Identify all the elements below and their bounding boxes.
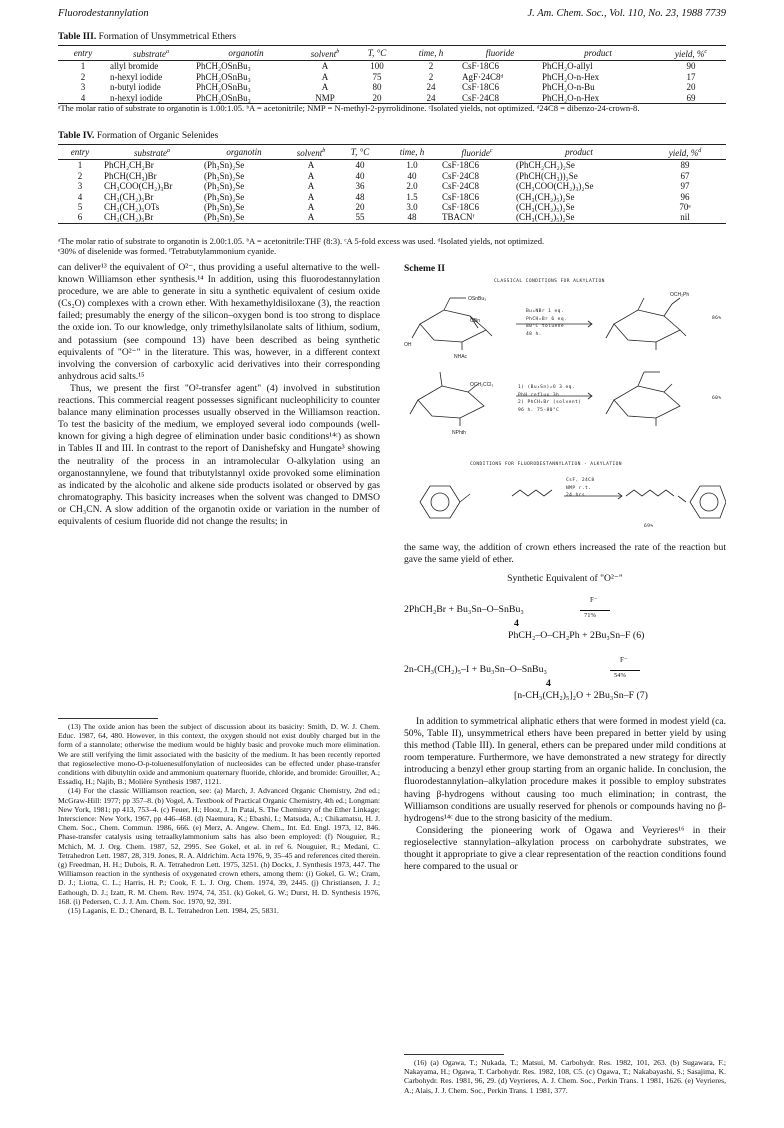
table-cell: 90	[686, 61, 696, 72]
table3-col-header	[540, 46, 656, 61]
table4-note-line1: ᵃThe molar ratio of substrate to organotin is 2.00:1.05. ᵇA = acetonitrile:THF (8:3). ᶜA 5-fold excess was used. ᵈIsolated yields, not optimized.	[58, 236, 545, 246]
table-cell: 69	[656, 93, 726, 104]
table4-col-footnote-mark: b	[322, 148, 326, 154]
footnote-16: (16) (a) Ogawa, T.; Nukada, T.; Matsui, M. Carbohydr. Res. 1982, 101, 263. (b) Sugawara, F.; Nakayama, H.; Ogawa, T. Carbohydr. Res. 1982, 108, C5. (c) Ogawa, T.; Nakabayashi, S.; Sasajima, K. Carbohydr. Res. 1981, 96, 29. (d) Veyrieres, A. J. Chem. Soc., Perkin Trans. 1 1981, 1626. (e) Veyrieres, A.; Alais, J. J. Chem. Soc., Perkin Trans. 1 1981, 377.	[404, 1058, 726, 1095]
table-cell: 70ᵉ	[679, 202, 691, 213]
table-row	[58, 202, 726, 212]
table-cell: A	[321, 82, 329, 93]
journal-page	[58, 0, 726, 1128]
table-cell: 3	[80, 82, 86, 93]
table-cell: TBACNᶠ	[440, 212, 514, 223]
sugar-ring-2	[418, 386, 484, 418]
header-right: J. Am. Chem. Soc., Vol. 110, No. 23, 1988 7739	[527, 8, 726, 19]
table-cell: (Ph₃Sn)₂Se	[204, 202, 245, 213]
table-cell: 96	[680, 191, 690, 202]
table3-caption-label: Table III.	[58, 32, 97, 42]
table-cell: A	[321, 61, 329, 72]
table4-col-footnote-mark: c	[489, 148, 493, 154]
table-row	[58, 171, 726, 181]
table-row	[58, 160, 726, 171]
table4-note	[58, 236, 726, 256]
r1-cond-2: PhCH₂Br 6 eq.	[526, 316, 568, 322]
group-label-och2ph: OCH₂Ph	[670, 292, 690, 298]
table-cell: 3.0	[406, 202, 418, 213]
table3-note: ᵃThe molar ratio of substrate to organotin is 1.00:1.05. ᵇA = acetonitrile; NMP = N-methyl-2-pyrrolidinone. ᶜIsolated yields, not optimized. ᵈ24C8 = dibenzo-24-crown-8.	[58, 103, 640, 113]
table3-col-header	[352, 46, 402, 61]
table-cell: CsF·24C8	[442, 181, 480, 192]
table4-col-header	[644, 145, 726, 160]
table-cell: 5	[77, 202, 83, 213]
header-left: Fluorodestannylation	[58, 8, 149, 19]
eq7-compound-number: 4	[546, 678, 551, 689]
table-cell: n-hexyl iodide	[108, 93, 194, 104]
eq7-reagent: F⁻	[620, 656, 628, 664]
table-cell: PhCH₂OSnBu₃	[196, 82, 251, 93]
table-row	[58, 212, 726, 223]
sugar-ring-2-product	[614, 386, 680, 418]
table-cell: 2	[428, 71, 434, 82]
running-header	[58, 8, 726, 19]
right-para-3: Considering the pioneering work of Ogawa and Veyrieres¹⁶ in their regioselective stannylation–alkylation process on carbohydrate substrates, we thought it appropriate to give a clear representation of the reaction conditions found here compared to the usual or	[404, 824, 726, 873]
benzene-ring-1	[420, 486, 460, 518]
table4-col-header-text: fluoride	[461, 148, 490, 158]
scheme-label-fluoro: CONDITIONS FOR FLUORODESTANNYLATION - ALKYLATION	[470, 462, 622, 467]
table-row	[58, 93, 726, 104]
table4-col-header	[440, 145, 514, 160]
r1-cond-1: Bu₄NBr 1 eq.	[526, 309, 564, 314]
table-cell: NMP	[298, 93, 352, 104]
r2-cond-2: PhH reflux 3h	[518, 392, 560, 398]
table-cell: PhCH₂O-allyl	[542, 61, 593, 72]
table-cell: (Ph₃Sn)₂Se	[202, 212, 286, 223]
r2-cond-4: 96 h. 75-80°C	[518, 407, 560, 413]
table-cell: 2	[428, 61, 434, 72]
table-cell: A	[307, 181, 315, 192]
table3-col-header	[58, 46, 108, 61]
table4-col-header	[58, 145, 102, 160]
table-cell: 3	[77, 181, 83, 192]
r1-cond-4: 48 h.	[526, 331, 542, 337]
table-cell: PhCH₂O-n-Hex	[542, 71, 600, 82]
table-cell: (CH₃(CH₂)₅)₂Se	[516, 191, 575, 202]
table4-caption-text: Formation of Organic Selenides	[96, 131, 219, 141]
table-cell: CsF·18C6	[442, 202, 480, 213]
synthetic-equivalent-title: Synthetic Equivalent of "O²⁻"	[507, 573, 623, 584]
table-cell: 36	[355, 181, 365, 192]
table-cell: allyl bromide	[110, 61, 159, 72]
table-cell: 2	[77, 170, 83, 181]
table-cell: A	[307, 202, 315, 213]
group-label-osnbu3: OSnBu₃	[468, 296, 487, 302]
table3-col-header	[298, 46, 352, 61]
table4-col-header	[384, 145, 440, 160]
r3-cond-3: 24 hrs	[566, 493, 585, 498]
table-cell: 40	[355, 160, 365, 171]
table3-col-header	[194, 46, 298, 61]
table-cell: A	[307, 170, 315, 181]
table-cell: (CH₃COO(CH₂)₃)₂Se	[516, 181, 594, 192]
table-cell: 48	[355, 191, 365, 202]
left-para-1: can deliver¹³ the equivalent of O²⁻, thus providing a useful alternative to the well-known Williamson ether synthesis.¹⁴ In addition, using this fluorodestannylation procedure, we are able to generate in situ a synthetic equivalent of cesium oxide (Cs₂O) complexes with a crown ether. With hexamethyldisiloxane (3), the reaction failed; presumably the energy of the silicon–oxygen bond is too strong to displace the oxide ion. To our knowledge, only trimethylsilanolate salts of lithium, sodium, and potassium (see compound 13) have been described as being synthetic equivalents of "O²⁻" in the literature. This was, however, in a different context involving the conversion of carboxylic acid derivatives into their corresponding anhydrous acid salts.¹⁵	[58, 262, 380, 382]
r1-cond-3: 80°C toluene	[526, 324, 564, 329]
table-cell: nil	[644, 212, 726, 223]
table-cell: 80	[372, 82, 382, 93]
table-cell: (Ph₃Sn)₂Se	[204, 160, 245, 171]
table3-col-header	[402, 46, 460, 61]
eq7-yield: 54%	[614, 672, 626, 679]
table3-col-header-text: substrate	[132, 49, 166, 59]
table4-col-header-text: entry	[70, 147, 90, 157]
table-row	[58, 82, 726, 92]
table-cell: CsF·18C6	[462, 82, 500, 93]
r2-cond-3: 2) PhCH₂Br (solvent)	[518, 400, 582, 405]
group-label-och2ccl3: OCH₂CCl₃	[470, 382, 494, 388]
table-cell: A	[321, 71, 329, 82]
table-cell: CsF·18C6	[462, 61, 500, 72]
table-cell: (Ph₃Sn)₂Se	[204, 191, 245, 202]
table3-col-footnote-mark: b	[336, 49, 340, 55]
table3-col-header-text: fluoride	[485, 48, 515, 58]
table-cell: 17	[686, 71, 696, 82]
table-cell: 67	[680, 170, 690, 181]
table-row	[58, 72, 726, 82]
table-cell: n-hexyl iodide	[110, 71, 163, 82]
table-cell: PhCH₂O-n-Hex	[540, 93, 656, 104]
table-cell: 2.0	[406, 181, 418, 192]
r3-cond-2: NMP r.t.	[566, 485, 592, 491]
table4-col-footnote-mark: a	[167, 148, 170, 154]
table4-note-line2: ᵉ30% of diselenide was formed. ᶠTetrabutylammonium cyanide.	[58, 246, 277, 256]
eq6-right: PhCH₂–O–CH₂Ph + 2Bu₃Sn–F (6)	[508, 630, 645, 641]
scheme-r2-yield: 60%	[712, 396, 722, 401]
table-cell: 1	[80, 61, 86, 72]
table4-col-header	[286, 145, 336, 160]
table-cell: CH₃(CH₂)₅Br	[102, 212, 202, 223]
eq6-reagent: F⁻	[590, 596, 598, 604]
table4-col-header-text: time, h	[399, 147, 425, 157]
group-label-nhac: NHAc	[454, 354, 468, 360]
table-cell: A	[286, 212, 336, 223]
table-cell: CsF·24C8	[460, 93, 540, 104]
table3	[58, 45, 726, 104]
scheme-r1-yield: 86%	[712, 316, 722, 321]
table-cell: 40	[355, 170, 365, 181]
table4-col-header-text: product	[565, 147, 593, 157]
table-cell: n-butyl iodide	[110, 82, 161, 93]
table-cell: A	[307, 191, 315, 202]
footnote-13: (13) The oxide anion has been the subject of discussion about its basicity: Smith, D. W. J. Chem. Educ. 1987, 64, 480. However, in this context, the oxygen should not exist doubly charged but in the form of a stannolate; otherwise the medium would be highly basic and provoke much more elimination. We are still verifying the limit associated with the basicity of the medium. It has been recently reported that regioselective mono-O-p-toluenesulfonylation of nucleosides can be effected under phase-transfer conditions with dibutyltin oxide and ammonium quaternary fluoride, chloride, and bromide: Grouiller, A.; Essadiq, H.; Najib, B.; Molière Synthesis 1987, 1121.	[58, 722, 380, 787]
table4-col-header-text: organotin	[226, 147, 262, 157]
table4-col-header-text: T, °C	[350, 147, 370, 157]
table4-col-header-text: substrate	[133, 148, 167, 158]
table-cell: 2	[80, 71, 86, 82]
table-cell: (PhCH(CH₃))₂Se	[516, 170, 578, 181]
table-cell: AgF·24C8ᵈ	[462, 71, 504, 82]
table3-col-footnote-mark: c	[704, 49, 708, 55]
left-column-text	[58, 262, 380, 528]
table-cell: 20	[686, 82, 696, 93]
eq6-compound-number: 4	[514, 618, 519, 629]
table-cell: 97	[680, 181, 690, 192]
table-cell: 75	[372, 71, 382, 82]
table4	[58, 144, 726, 224]
table-cell: 1	[77, 160, 83, 171]
table-cell: 20	[352, 93, 402, 104]
eq7-left: 2n-CH₃(CH₂)₅–I + Bu₃Sn–O–SnBu₃	[404, 664, 547, 675]
r2-cond-1: 1) (Bu₃Sn)₂O 3 eq.	[518, 385, 575, 390]
scheme-r3-yield: 69%	[644, 524, 654, 529]
table-cell: (CH₃(CH₂)₅)₂Se	[514, 212, 644, 223]
benzene-ring-2	[690, 486, 726, 518]
table-cell: CH₃COO(CH₂)₃Br	[104, 181, 173, 192]
table3-caption	[58, 32, 236, 42]
table3-col-header-text: product	[584, 48, 612, 58]
table-cell: PhCH₂OSnBu₃	[194, 93, 298, 104]
table-cell: PhCH₂OSnBu₃	[196, 71, 251, 82]
table-cell: 24	[402, 93, 460, 104]
table4-col-header	[336, 145, 384, 160]
eq6-yield: 71%	[584, 612, 596, 619]
eq7-right: [n-CH₃(CH₂)₅]₂O + 2Bu₃Sn–F (7)	[514, 690, 648, 701]
table3-caption-text: Formation of Unsymmetrical Ethers	[98, 32, 237, 42]
footnote-rule-left	[58, 718, 158, 719]
table-cell: PhCH₂CH₂Br	[104, 160, 154, 171]
table4-caption-label: Table IV.	[58, 131, 95, 141]
sugar-ring-1-product	[614, 310, 680, 342]
table-row	[58, 181, 726, 191]
table-row	[58, 61, 726, 72]
table4-col-header	[514, 145, 644, 160]
r3-cond-1: CsF, 24C8	[566, 478, 595, 483]
table-cell: PhCH₂O-n-Bu	[542, 82, 595, 93]
table-cell: 55	[336, 212, 384, 223]
scheme-r2-conditions	[518, 384, 581, 414]
table-cell: 20	[355, 202, 365, 213]
table-cell: CH₃(CH₂)₅Br	[104, 191, 154, 202]
table3-col-header-text: T, °C	[367, 48, 387, 58]
right-footnotes	[404, 1058, 726, 1095]
footnote-rule-right	[404, 1054, 504, 1055]
table-cell: CsF·18C6	[442, 191, 480, 202]
left-para-2: Thus, we present the first "O²-transfer agent" (4) involved in substitution reactions. This commercial reagent possesses significant nucleophilicity to counter balance many elimination processes usually observed in the Williamson reaction. To test the basicity of the medium, we employed several iodo compounds (well-known for giving a high degree of elimination under basic conditions¹⁴ᶜ) as shown in Tables II and III. In contrast to the report of Danishefsky and Hungate³ showing the neutrality of the process in an intramolecular O-alkylation using an organostannylene, we found that tributylstannyl oxide provoked some elimination as indicated by the alcoholic and alkene side products isolated or observed by gas chromatography. This basicity increases when the solvent was changed to DMSO or CH₃CN. A slow addition of the organotin oxide or variation in the number of equivalents of cesium fluoride did not change the results; in	[58, 382, 380, 527]
table-cell: (Ph₃Sn)₂Se	[204, 170, 245, 181]
scheme-r1-conditions	[526, 308, 567, 338]
eq6-arrow	[580, 610, 610, 611]
table-cell: (CH₃(CH₂)₅)₂Se	[516, 202, 575, 213]
footnote-15: (15) Laganis, E. D.; Chenard, B. L. Tetrahedron Lett. 1984, 25, 5831.	[68, 906, 279, 916]
eq7-arrow	[610, 670, 640, 671]
table3-col-header-text: solvent	[310, 49, 337, 59]
table-cell: 1.0	[406, 160, 418, 171]
table3-col-header-text: entry	[73, 48, 93, 58]
eq6-left: 2PhCH₂Br + Bu₃Sn–O–SnBu₃	[404, 604, 524, 615]
left-footnotes	[58, 722, 380, 915]
table-cell: CsF·18C6	[442, 160, 480, 171]
table-cell: PhCH₂OSnBu₃	[196, 61, 251, 72]
table4-col-header	[102, 145, 202, 160]
scheme-label-classical: CLASSICAL CONDITIONS FOR ALKYLATION	[494, 279, 605, 284]
table-cell: CsF·24C8	[442, 170, 480, 181]
group-label-oh: OH	[404, 342, 412, 348]
table-cell: 1.5	[406, 191, 418, 202]
table-cell: 6	[58, 212, 102, 223]
table3-col-header-text: yield, %	[674, 49, 705, 59]
table-cell: PhCH(CH₃)Br	[104, 170, 157, 181]
table-cell: 40	[407, 170, 417, 181]
table-cell: CH₃(CH₂)₅OTs	[104, 202, 160, 213]
scheme-r3-conditions	[566, 477, 595, 500]
table-cell: 48	[384, 212, 440, 223]
group-label-obn: OBn	[470, 318, 481, 324]
table-row	[58, 192, 726, 202]
right-column-text	[404, 716, 726, 873]
table-cell: (PhCH₂CH₂)₂Se	[516, 160, 575, 171]
table3-col-footnote-mark: a	[166, 49, 169, 55]
table-cell: 100	[370, 61, 384, 72]
table3-col-header-text: time, h	[418, 48, 444, 58]
right-para-1	[404, 542, 726, 566]
table4-col-footnote-mark: d	[698, 148, 702, 154]
table4-col-header-text: solvent	[296, 148, 323, 158]
group-label-nphth: NPhth	[452, 430, 466, 436]
table-cell: 89	[680, 160, 690, 171]
table3-col-header-text: organotin	[228, 48, 264, 58]
table4-col-header	[202, 145, 286, 160]
table4-col-header-text: yield, %	[668, 148, 699, 158]
scheme-title: Scheme II	[404, 264, 445, 274]
table3-col-header	[108, 46, 194, 61]
table-cell: 4	[58, 93, 108, 104]
table-cell: A	[307, 160, 315, 171]
table-cell: 4	[77, 191, 83, 202]
table-cell: 24	[426, 82, 436, 93]
right-para-2: In addition to symmetrical aliphatic ethers that were formed in modest yield (ca. 50%, Table II), unsymmetrical ethers have been prepared in better yield by using this method (Table III). In general, ethers can be prepared under mild conditions at room temperature. Furthermore, we have demonstrated a new strategy for directly introducing a benzyl ether group starting from an organic halide. In conclusion, the fluorodestannylation–alkylation procedure makes it possible to employ substrates having β-hydrogens without causing too much elimination; in contrast, the Williamson conditions are usually reserved for phenols or compounds having no β-hydrogens¹⁴ᶜ due to the strong basicity of the medium.	[404, 716, 726, 824]
sugar-ring-1	[420, 310, 486, 342]
table3-col-header	[460, 46, 540, 61]
right-para-1-text: the same way, the addition of crown ethers increased the rate of the reaction but gave the same yield of ether.	[404, 542, 726, 566]
table-cell: (Ph₃Sn)₂Se	[204, 181, 245, 192]
footnote-14: (14) For the classic Williamson reaction, see: (a) March, J. Advanced Organic Chemistry, 2nd ed.; McGraw-Hill: 1977; pp 357–8. (b) Vogel, A. Textbook of Practical Organic Chemistry, 4th ed.; Longman: New York, 1981; pp 413, 753–4. (c) Feuer, H.; Hooz, J. In Patai, S. The Chemistry of the Ether Linkage; Interscience: New York, 1967, pp 446–468. (d) Naemura, K.; Ebashi, I.; Matsuda, A.; Chikamatsu, H. J. Chem. Soc., Chem. Commun. 1986, 666. (e) Merz, A. Angew. Chem., Int. Ed. Engl. 1973, 12, 846. Phase-transfer catalysis using tetraalkylammonium salts has also been employed: (f) Nouguier, R.; Mchich, M. J. Org. Chem. 1987, 52, 2995. See Gokel, et al. in ref 6. Nouguier, R.; Medani, C. Tetrahedron Lett. 1987, 28, 319. Jones, R. A. Aldrichim. Acta 1976, 9, 35–45 and references cited therein. (g) Freedman, H. H.; Dubois, R. A. Tetrahedron Lett. 1975, 3251. (h) Dockx, J. Synthesis 1973, 447. The Williamson reaction in the synthesis of oxygenated crown ethers, among them: (i) Gokel, G. W.; Cram, D. J.; Liotta, C. L.; Harris, H. P.; Cook, F. L. J. Org. Chem. 1974, 39, 2445. (j) Christiansen, J. J.; Eathough, D. J.; Izatt, R. M. Chem. Rev. 1974, 74, 351. (k) Gokel, G. W.; Durst, H. D. Synthesis 1976, 168. (i) Pedersen, C. J. J. Am. Chem. Soc. 1970, 92, 391.	[58, 786, 380, 906]
table4-caption	[58, 131, 218, 141]
table3-col-header	[656, 46, 726, 61]
